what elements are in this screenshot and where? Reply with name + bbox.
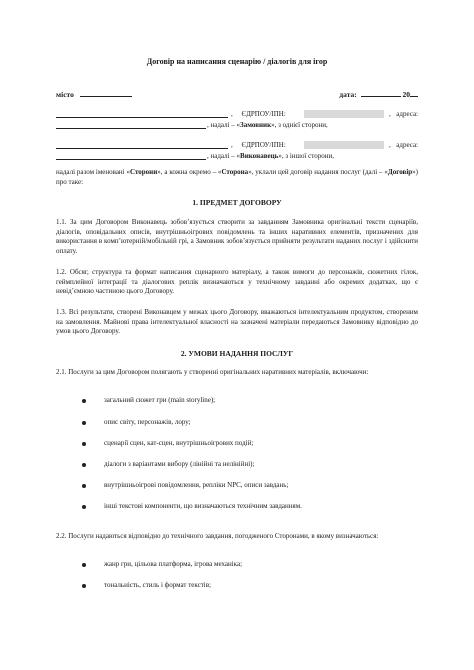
contractor-edrpou-label: , ЄДРПОУ/ІПН: [231,141,286,149]
list-item: діалоги з варіантами вибору (лінійні та нелінійні); [104,460,255,468]
customer-edrpou-value [304,110,384,118]
document-title: Договір на написання сценарію / діалогів для ігор [146,57,328,66]
bullet-dot [82,463,86,467]
bullet-dot [82,442,86,446]
list-item: тональність, стиль і формат текстів; [104,581,211,589]
bullet-dot [82,505,86,509]
list-item: внутрішньоігрові повідомлення, репліки NPC, описи завдань; [104,481,289,489]
clause-1-1: 1.1. За цим Договором Виконавець зобов’язується створити за завданням Замовника оригінальні тексти сценаріїв, діалогів, оповідальних описів, внутрішньоігрових повідомлень та інших наративних елементів, призначених для використання в комп’ютерній/мобільній грі, а Замовник зобов’язується прийняти результати наданих послуг і здійснити оплату. [56,218,418,255]
list-item: опис світу, персонажів, лору; [104,418,191,426]
list-item: загальний сюжет гри (main storyline); [104,396,216,404]
customer-name-blank [56,109,228,118]
bullet-dot [82,484,86,488]
contractor-edrpou-value [304,141,384,149]
date-label: дата: [339,90,357,99]
customer-block [56,109,418,131]
customer-edrpou-label: , ЄДРПОУ/ІПН: [231,110,286,118]
clause-1-3: 1.3. Всі результати, створені Виконавцем у межах цього Договору, вважаються інтелектуальним продуктом, створеним на замовлення. Майнові права інтелектуальної власності на зазначені матеріали передаються Замовнику відповідно до умов цього Договору. [56,308,418,336]
clause-2-1: 2.1. Послуги за цим Договором полягають у створенні оригінальних наративних матеріалів, включаючи: [56,368,369,376]
date-blank [361,89,401,97]
contractor-address-blank [56,151,206,160]
place-label: місто [56,90,74,99]
contractor-block [56,140,418,162]
place-blank [80,89,132,97]
bullet-dot [82,421,86,425]
year-prefix: 20 [402,90,410,99]
list-item: сценарії сцен, кат-сцен, внутрішньоігрових подій; [104,439,254,447]
customer-address-label: адреса: [396,110,418,118]
bullet-dot [82,399,86,403]
bullet-dot [82,563,86,567]
section-2-heading: 2. УМОВИ НАДАННЯ ПОСЛУГ [180,349,294,358]
preamble: надалі разом іменовані «Сторони», а кожна окремо – «Сторона», уклали цей договір надання послуг (далі – «Договір») про таке: [56,168,418,186]
clause-2-2: 2.2. Послуги надаються відповідно до технічного завдання, погодженого Сторонами, в якому визначаються: [56,532,379,540]
contractor-role-text: , надалі – «Виконавець», з іншої сторони, [207,152,334,160]
year-blank [410,89,418,97]
section-1-heading: 1. ПРЕДМЕТ ДОГОВОРУ [192,198,282,207]
customer-address-comma: , [389,110,391,118]
clause-1-2: 1.2. Обсяг, структура та формат написання сценарного матеріалу, а також вимоги до персонажів, сюжетних гілок, геймплейної інтеграції та діалогових реплік визначаються у технічному завданні або окремих додатках, що є невід’ємною частиною цього Договору. [56,268,418,296]
contractor-address-label: адреса: [396,141,418,149]
customer-role-text: , надалі – «Замовник», з однієї сторони, [207,121,328,129]
bullet-dot [82,584,86,588]
customer-address-blank [56,120,206,129]
contractor-address-comma: , [389,141,391,149]
list-item: інші текстові компоненти, що визначаються технічним завданням. [104,502,302,510]
contractor-name-blank [56,140,228,149]
place-date-row [56,89,418,99]
date-field [339,89,418,99]
place-field [56,89,132,99]
list-item: жанр гри, цільова платформа, ігрова механіка; [104,560,243,568]
